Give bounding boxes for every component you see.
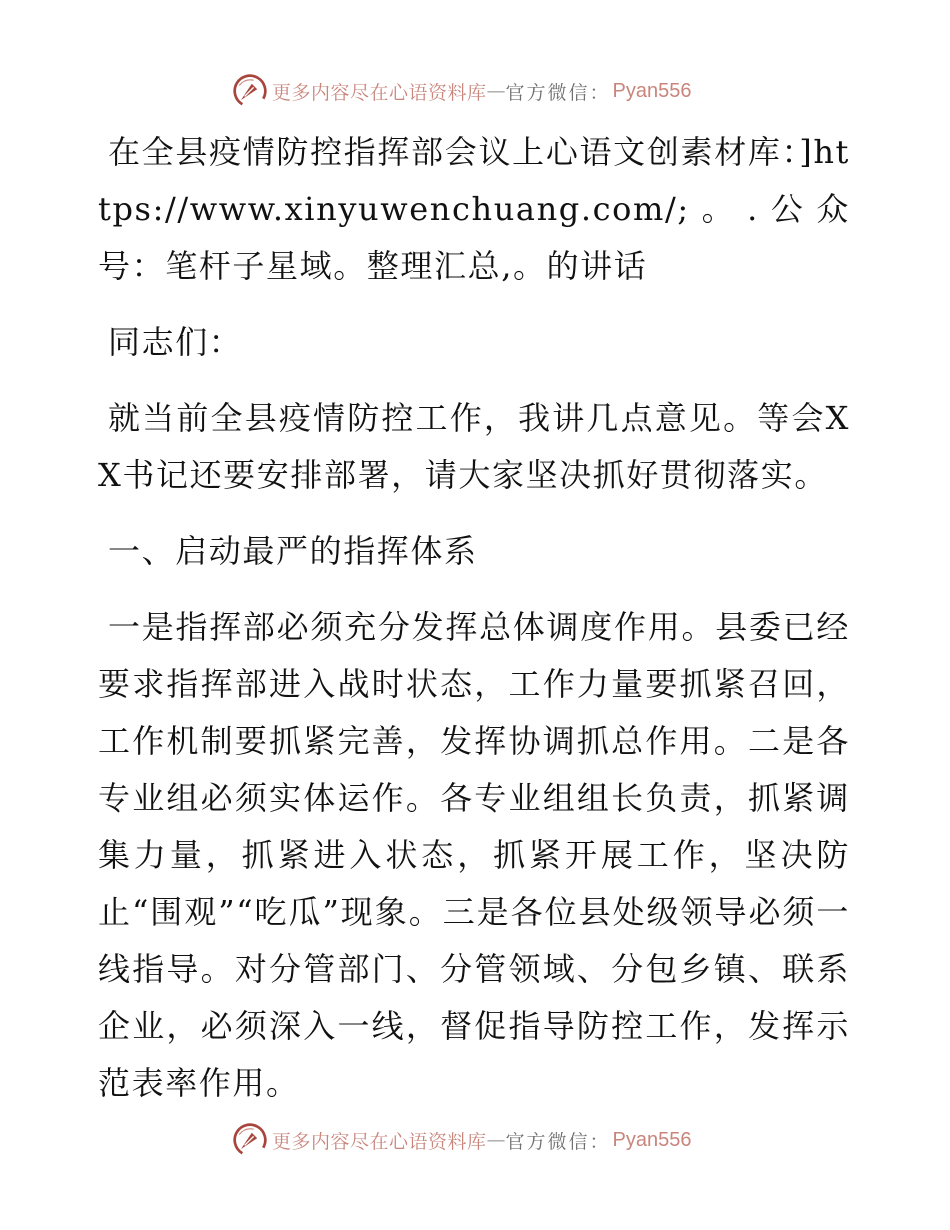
paragraph-intro: 就当前全县疫情防控工作，我讲几点意见。等会XX书记还要安排部署，请大家坚决抓好贯彻落实。 [98, 399, 850, 494]
banner-wechat-label: 官方微信： [505, 1130, 611, 1153]
banner-wechat-id: Pyan556 [612, 79, 692, 102]
document-body [98, 124, 850, 1112]
section-heading: 一、启动最严的指挥体系 [108, 532, 478, 570]
banner-dash: — [486, 1129, 506, 1151]
banner-wechat-label: 官方微信： [505, 81, 611, 104]
document-title: 在全县疫情防控指挥部会议上心语文创素材库：]https://www.xinyuwenchuang.com/;。.公众号：笔杆子星域。整理汇总,。的讲话 [98, 133, 850, 285]
header-banner [232, 71, 712, 111]
footer-banner [232, 1120, 712, 1160]
banner-site-text: 更多内容尽在心语资料库 [272, 1130, 487, 1153]
salutation: 同志们： [108, 323, 243, 361]
pen-nib-logo-icon [232, 1122, 268, 1158]
banner-dash: — [486, 80, 506, 102]
banner-wechat-id: Pyan556 [612, 1128, 692, 1151]
banner-site-text: 更多内容尽在心语资料库 [272, 81, 487, 104]
paragraph-body: 一是指挥部必须充分发挥总体调度作用。县委已经要求指挥部进入战时状态，工作力量要抓紧召回，工作机制要抓紧完善，发挥协调抓总作用。二是各专业组必须实体运作。各专业组组长负责，抓紧调集力量，抓紧进入状态，抓紧开展工作，坚决防止“围观”“吃瓜”现象。三是各位县处级领导必须一线指导。对分管部门、分管领域、分包乡镇、联系企业，必须深入一线，督促指导防控工作，发挥示范表率作用。 [98, 608, 850, 1102]
pen-nib-logo-icon [232, 73, 268, 109]
